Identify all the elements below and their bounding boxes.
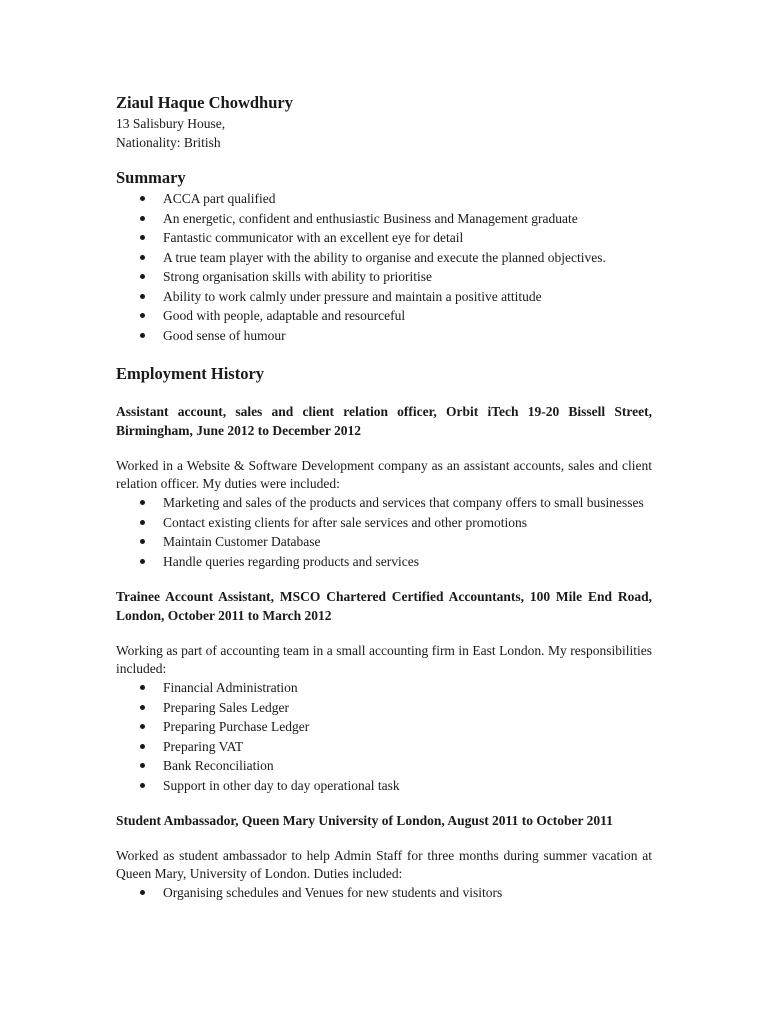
list-item: Marketing and sales of the products and services that company offers to small businesses bbox=[116, 493, 652, 513]
employment-section bbox=[116, 363, 652, 903]
job-duties-list bbox=[116, 493, 652, 571]
list-item: Organising schedules and Venues for new students and visitors bbox=[116, 883, 652, 903]
job-duties-list bbox=[116, 678, 652, 795]
list-item: ACCA part qualified bbox=[116, 189, 652, 209]
job-title: Trainee Account Assistant, MSCO Chartered Certified Accountants, 100 Mile End Road, London, October 2011 to March 2012 bbox=[116, 589, 652, 623]
list-item: Maintain Customer Database bbox=[116, 532, 652, 552]
list-item: Handle queries regarding products and services bbox=[116, 552, 652, 572]
contact-block bbox=[116, 92, 652, 152]
job-description: Worked in a Website & Software Development company as an assistant accounts, sales and client relation officer. My duties were included: bbox=[116, 458, 652, 491]
job-duties-list bbox=[116, 883, 652, 903]
list-item: Bank Reconciliation bbox=[116, 756, 652, 776]
list-item: Good sense of humour bbox=[116, 326, 652, 346]
job-title: Assistant account, sales and client relation officer, Orbit iTech 19-20 Bissell Street, Birmingham, June 2012 to December 2012 bbox=[116, 404, 652, 438]
list-item: Fantastic communicator with an excellent eye for detail bbox=[116, 228, 652, 248]
job-entry bbox=[116, 811, 652, 903]
list-item: Strong organisation skills with ability to prioritise bbox=[116, 267, 652, 287]
nationality-line: Nationality: British bbox=[116, 135, 221, 150]
list-item: An energetic, confident and enthusiastic Business and Management graduate bbox=[116, 209, 652, 229]
list-item: A true team player with the ability to organise and execute the planned objectives. bbox=[116, 248, 652, 268]
list-item: Contact existing clients for after sale services and other promotions bbox=[116, 513, 652, 533]
employment-heading: Employment History bbox=[116, 364, 265, 383]
job-entry bbox=[116, 402, 652, 571]
summary-heading: Summary bbox=[116, 168, 186, 187]
person-name: Ziaul Haque Chowdhury bbox=[116, 93, 293, 112]
summary-list bbox=[116, 189, 652, 345]
job-description: Working as part of accounting team in a small accounting firm in East London. My responsibilities included: bbox=[116, 643, 652, 676]
list-item: Preparing Sales Ledger bbox=[116, 698, 652, 718]
job-description: Worked as student ambassador to help Admin Staff for three months during summer vacation at Queen Mary, University of London. Duties included: bbox=[116, 848, 652, 881]
job-entry bbox=[116, 587, 652, 795]
list-item: Preparing VAT bbox=[116, 737, 652, 757]
list-item: Financial Administration bbox=[116, 678, 652, 698]
resume-page bbox=[116, 92, 652, 903]
address-line: 13 Salisbury House, bbox=[116, 116, 226, 131]
list-item: Good with people, adaptable and resourceful bbox=[116, 306, 652, 326]
list-item: Ability to work calmly under pressure and maintain a positive attitude bbox=[116, 287, 652, 307]
summary-section bbox=[116, 167, 652, 345]
job-title: Student Ambassador, Queen Mary University of London, August 2011 to October 2011 bbox=[116, 813, 613, 828]
list-item: Support in other day to day operational task bbox=[116, 776, 652, 796]
list-item: Preparing Purchase Ledger bbox=[116, 717, 652, 737]
